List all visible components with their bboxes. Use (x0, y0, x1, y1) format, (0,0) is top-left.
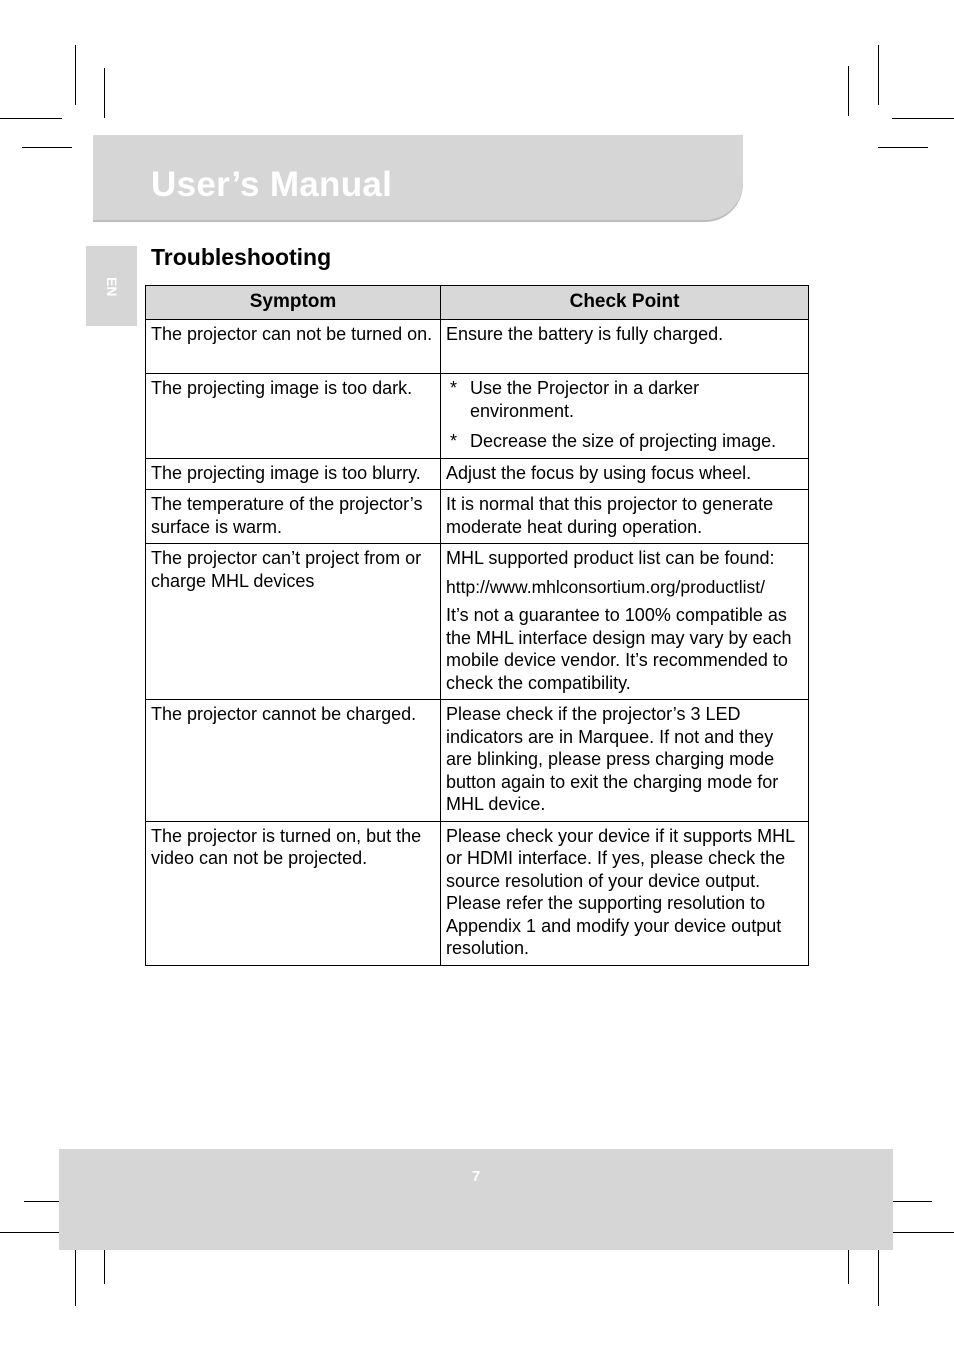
crop-mark (892, 118, 954, 119)
table-row (146, 320, 809, 374)
symptom-cell: The projecting image is too dark. (146, 374, 441, 459)
check-point-cell (441, 458, 809, 490)
check-point-cell (441, 821, 809, 965)
crop-mark (22, 147, 72, 148)
check-point-text: It is normal that this projector to generate moderate heat during operation. (446, 494, 774, 537)
bullet-text: Use the Projector in a darker environment. (470, 378, 700, 421)
column-header-check-point: Check Point (441, 286, 809, 320)
crop-mark (892, 1232, 954, 1233)
check-point-text: It’s not a guarantee to 100% compatible as the MHL interface design may vary by each mobile device vendor. It’s recommended to check the compatibility. (446, 605, 792, 693)
table-row (146, 544, 809, 700)
section-title: Troubleshooting (151, 244, 332, 270)
table-row (146, 821, 809, 965)
bullet-marker: * (450, 378, 458, 398)
symptom-cell: The projector can not be turned on. (146, 320, 441, 374)
symptom-cell: The projector can’t project from or charge MHL devices (146, 544, 441, 700)
header-band (93, 135, 743, 220)
check-point-text: Adjust the focus by using focus wheel. (446, 462, 752, 483)
language-tab (86, 246, 137, 326)
check-point-cell (441, 700, 809, 822)
table-row (146, 490, 809, 544)
check-point-cell (441, 320, 809, 374)
check-point-cell (441, 490, 809, 544)
symptom-cell: The projector cannot be charged. (146, 700, 441, 822)
symptom-cell: The projecting image is too blurry. (146, 458, 441, 490)
table-row (146, 374, 809, 459)
check-point-text: Ensure the battery is fully charged. (446, 324, 724, 344)
crop-mark (878, 1246, 879, 1306)
manual-title: User’s Manual (151, 165, 393, 204)
crop-mark (0, 118, 62, 119)
table-row (146, 700, 809, 822)
bullet-marker: * (450, 431, 458, 451)
crop-mark (75, 1246, 76, 1306)
symptom-cell: The temperature of the projector’s surface is warm. (146, 490, 441, 544)
table-header-row (146, 286, 809, 320)
column-header-symptom: Symptom (146, 286, 441, 320)
check-point-text: MHL supported product list can be found: (446, 548, 775, 568)
crop-mark (0, 1232, 62, 1233)
crop-mark (104, 68, 105, 118)
crop-mark (878, 45, 879, 105)
crop-mark (75, 45, 76, 105)
symptom-cell: The projector is turned on, but the video can not be projected. (146, 821, 441, 965)
troubleshooting-table (145, 285, 809, 966)
check-point-text: Please check your device if it supports MHL or HDMI interface. If yes, please check the source resolution of your device output. Please refer the supporting resolution to Appendix 1 and modify your device output resolution. (446, 825, 795, 958)
bullet-item (446, 377, 803, 422)
bullet-item (446, 430, 803, 453)
crop-mark (878, 147, 928, 148)
crop-mark (848, 66, 849, 116)
language-label: EN (104, 277, 120, 297)
check-point-cell (441, 544, 809, 700)
page-number: 7 (471, 1168, 481, 1185)
product-list-link[interactable]: http://www.mhlconsortium.org/productlist/ (446, 576, 766, 597)
footer-band (59, 1149, 893, 1250)
check-point-cell (441, 374, 809, 459)
table-row (146, 458, 809, 490)
bullet-text: Decrease the size of projecting image. (470, 431, 777, 451)
check-point-text: Please check if the projector’s 3 LED indicators are in Marquee. If not and they are blinking, please press charging mode button again to exit the charging mode for MHL device. (446, 704, 779, 814)
